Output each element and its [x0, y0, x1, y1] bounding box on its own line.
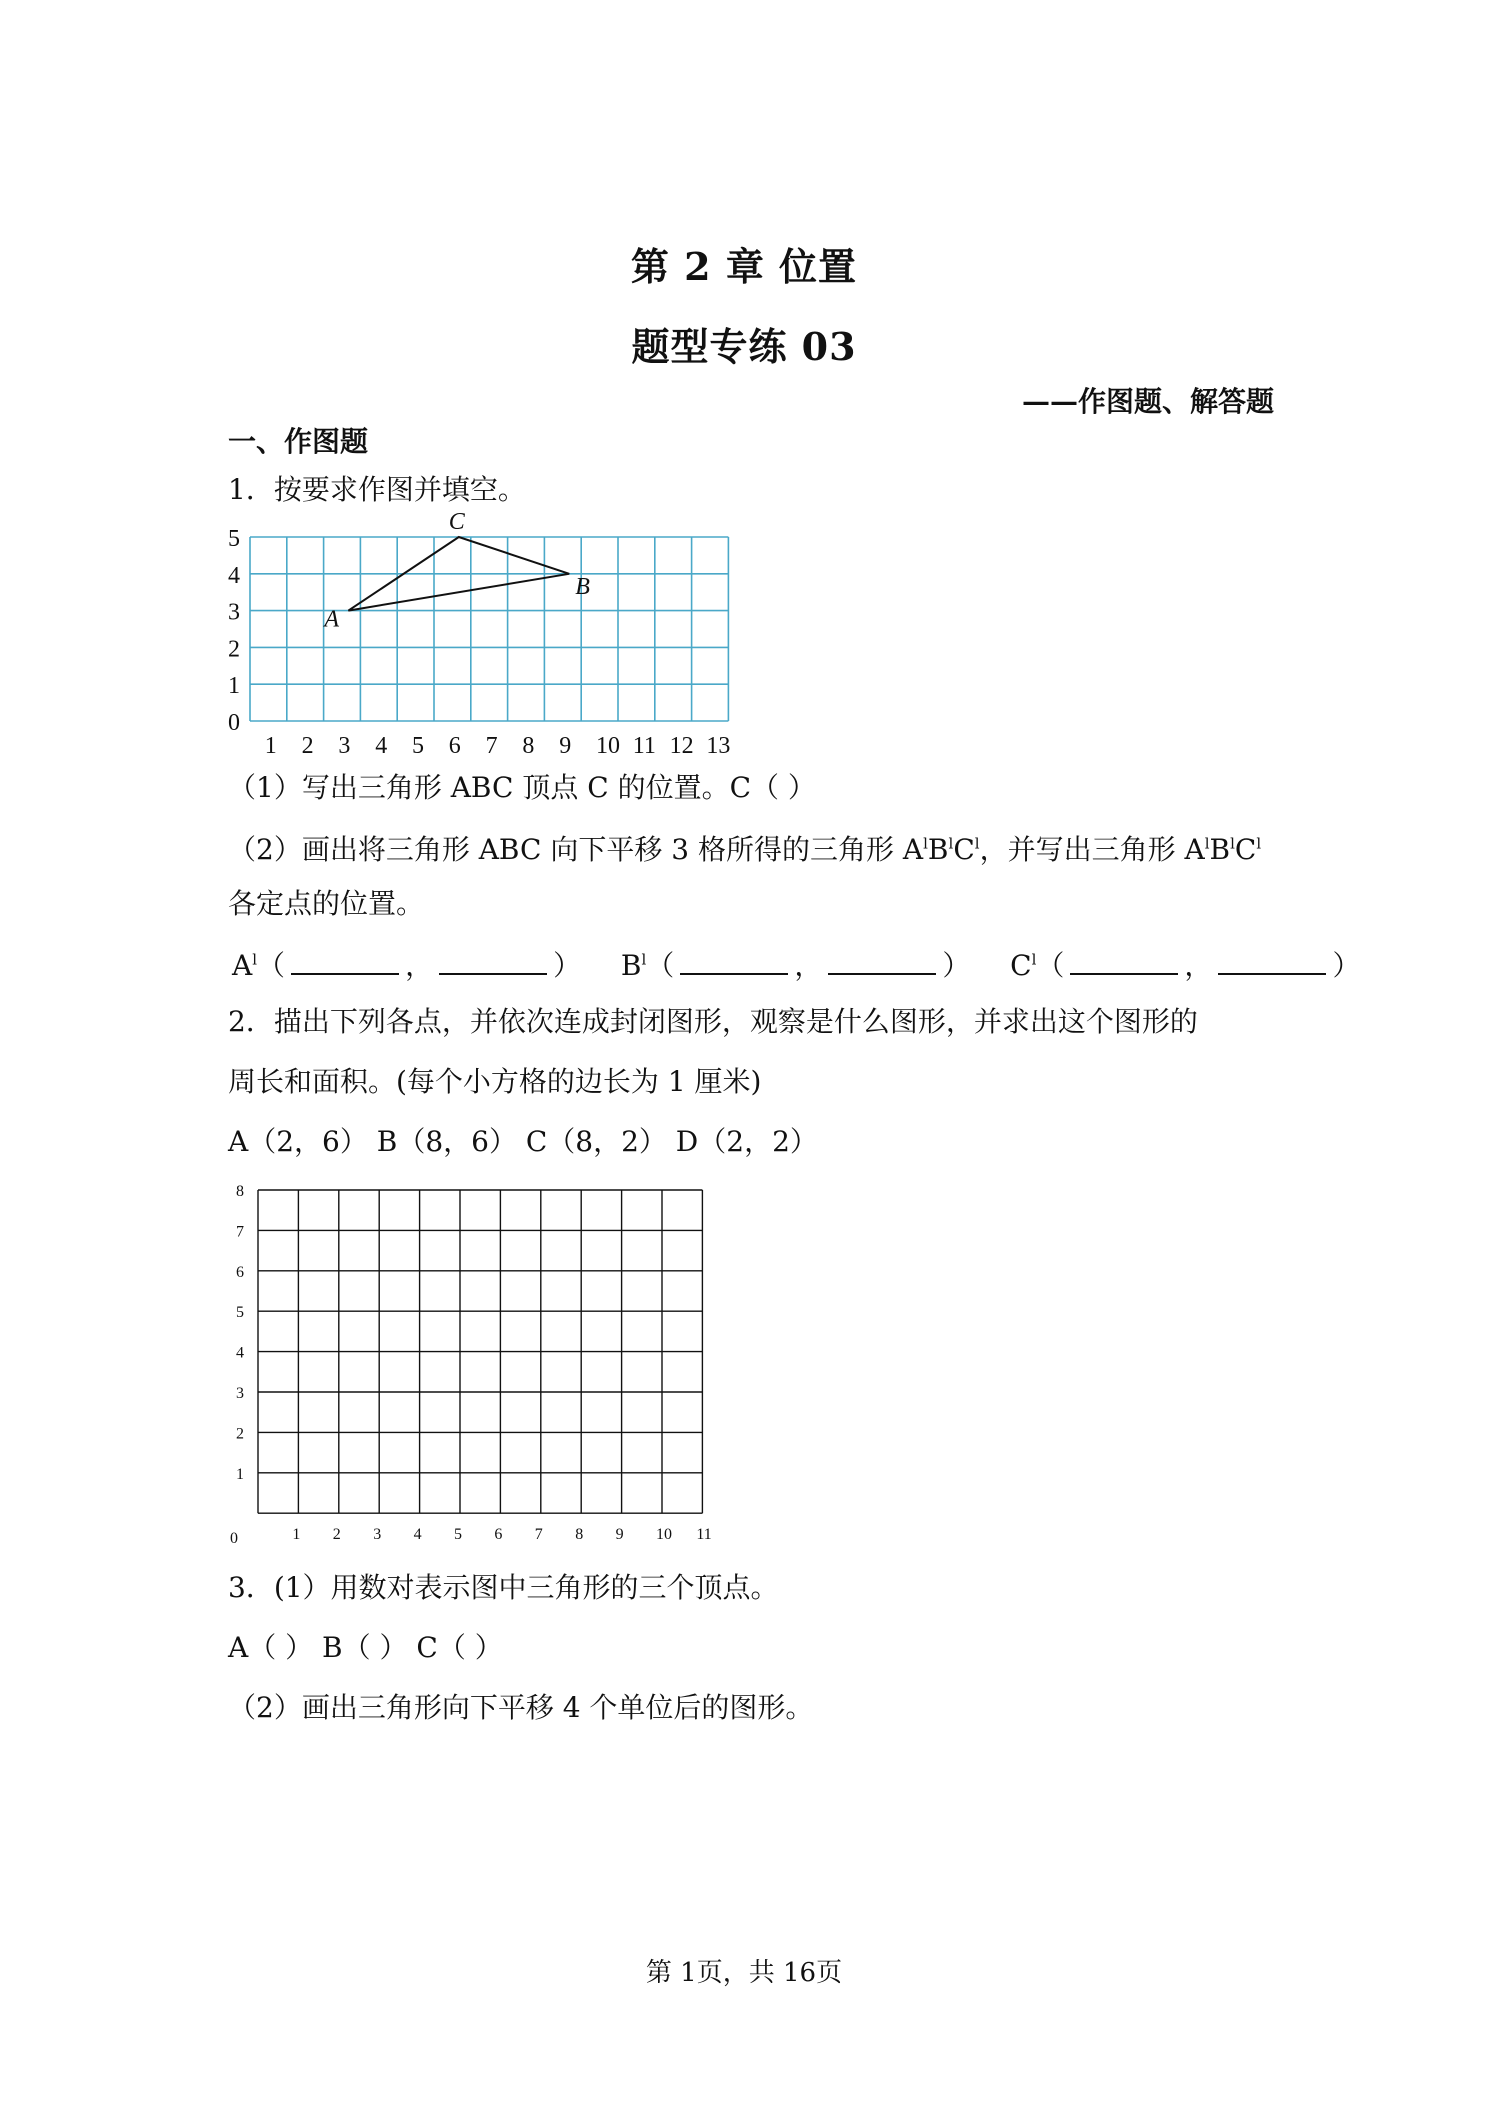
- y-tick-label: 5: [236, 1304, 244, 1322]
- blank-c1[interactable]: [1070, 951, 1178, 975]
- x-tick-label: 8: [522, 733, 535, 757]
- x-tick-label: 10: [656, 1526, 672, 1544]
- x-tick-label: 11: [632, 733, 656, 757]
- x-tick-label: 11: [696, 1526, 712, 1544]
- y-tick-label: 3: [236, 1385, 244, 1402]
- x-tick-label: 4: [413, 1526, 422, 1544]
- q2-grid-lines: [258, 1190, 702, 1513]
- x-tick-label: 13: [706, 733, 731, 757]
- blank-a1[interactable]: [291, 951, 399, 975]
- x-tick-label: 3: [373, 1526, 382, 1544]
- vertex-label-a: A: [324, 606, 340, 633]
- y-tick-label: 8: [236, 1183, 244, 1200]
- x-tick-label: 2: [301, 733, 314, 757]
- y-tick-label: 1: [236, 1465, 244, 1483]
- x-tick-label: 8: [575, 1526, 584, 1544]
- page-footer: 第 1页，共 16页: [645, 1958, 843, 1988]
- q1-sub2: （2）画出将三角形 ABC 向下平移 3 格所得的三角形 $A^lB^lC^l$，并写出三角形 $A^lB^lC^l$: [228, 833, 1262, 866]
- y-tick-label: 1: [228, 673, 240, 700]
- y-tick-label: 3: [228, 599, 240, 626]
- q2-y-axis-ticks: [236, 1183, 244, 1483]
- y-tick-label: 4: [228, 562, 240, 589]
- y-tick-label: 7: [236, 1223, 244, 1241]
- q1-grid-lines: [250, 537, 728, 721]
- q2-x-axis-ticks: [292, 1526, 711, 1543]
- x-tick-label: 6: [448, 733, 461, 757]
- q3-sub1: 3．(1）用数对表示图中三角形的三个顶点。: [228, 1571, 779, 1604]
- x-tick-label: 7: [485, 733, 498, 757]
- x-tick-label: 3: [338, 733, 351, 757]
- blank-c2[interactable]: [1218, 951, 1326, 975]
- q3-vertices: A（ ） B（ ） C（ ）: [228, 1631, 503, 1664]
- q1-grid-figure: [220, 512, 760, 757]
- q2-prompt-line1: 2．描出下列各点，并依次连成封闭图形，观察是什么图形，并求出这个图形的: [228, 1005, 1198, 1038]
- q1-sub2-cont: 各定点的位置。: [228, 887, 425, 920]
- triangle-vertex-labels: [322, 512, 590, 633]
- blank-b1[interactable]: [680, 951, 788, 975]
- y-tick-label: 2: [236, 1425, 244, 1443]
- x-tick-label: 2: [332, 1526, 341, 1544]
- vertex-label-b: B: [575, 573, 590, 600]
- chapter-title: 第 2 章 位置: [630, 244, 858, 289]
- worksheet-title: 题型专练 03: [631, 324, 857, 369]
- x-tick-label: 1: [264, 733, 277, 757]
- x-tick-label: 5: [454, 1526, 462, 1544]
- topic-subtitle: ——作图题、解答题: [1021, 385, 1274, 418]
- x-tick-label: 7: [534, 1526, 543, 1544]
- x-tick-label: 5: [412, 733, 424, 757]
- y-tick-label: 0: [228, 710, 240, 736]
- y-tick-label: 4: [236, 1344, 244, 1362]
- x-tick-label: 1: [292, 1526, 301, 1544]
- q1-answer-row: [232, 944, 1360, 984]
- section-heading: 一、作图题: [228, 425, 369, 458]
- blank-b2[interactable]: [828, 951, 936, 975]
- x-tick-label: 9: [559, 733, 572, 757]
- blank-a2[interactable]: [439, 951, 547, 975]
- q2-origin-label: 0: [230, 1530, 238, 1548]
- q1-y-axis-ticks: [228, 526, 240, 736]
- y-tick-label: 5: [228, 526, 240, 552]
- q2-grid-figure: [220, 1170, 740, 1550]
- q2-points: A（2，6） B（8，6） C（8，2） D（2，2）: [228, 1125, 818, 1158]
- q1-prompt: 1．按要求作图并填空。: [228, 473, 526, 506]
- x-tick-label: 6: [494, 1526, 503, 1544]
- q3-sub2: （2）画出三角形向下平移 4 个单位后的图形。: [228, 1691, 814, 1724]
- vertex-label-c: C: [448, 512, 465, 535]
- answer-a: $A^l$（ ， ）: [232, 949, 582, 982]
- answer-c: $C^l$（ ， ）: [1010, 949, 1361, 982]
- answer-b: $B^l$（ ， ）: [620, 949, 971, 982]
- q1-sub1: （1）写出三角形 ABC 顶点 C 的位置。C（ ）: [228, 771, 816, 804]
- x-tick-label: 12: [669, 733, 694, 757]
- q2-prompt-line2: 周长和面积。(每个小方格的边长为 1 厘米): [228, 1065, 762, 1098]
- x-tick-label: 10: [596, 733, 620, 757]
- x-tick-label: 9: [615, 1526, 624, 1544]
- q1-x-axis-ticks: [265, 733, 731, 757]
- y-tick-label: 6: [236, 1263, 244, 1281]
- x-tick-label: 4: [375, 733, 388, 757]
- y-tick-label: 2: [228, 636, 240, 663]
